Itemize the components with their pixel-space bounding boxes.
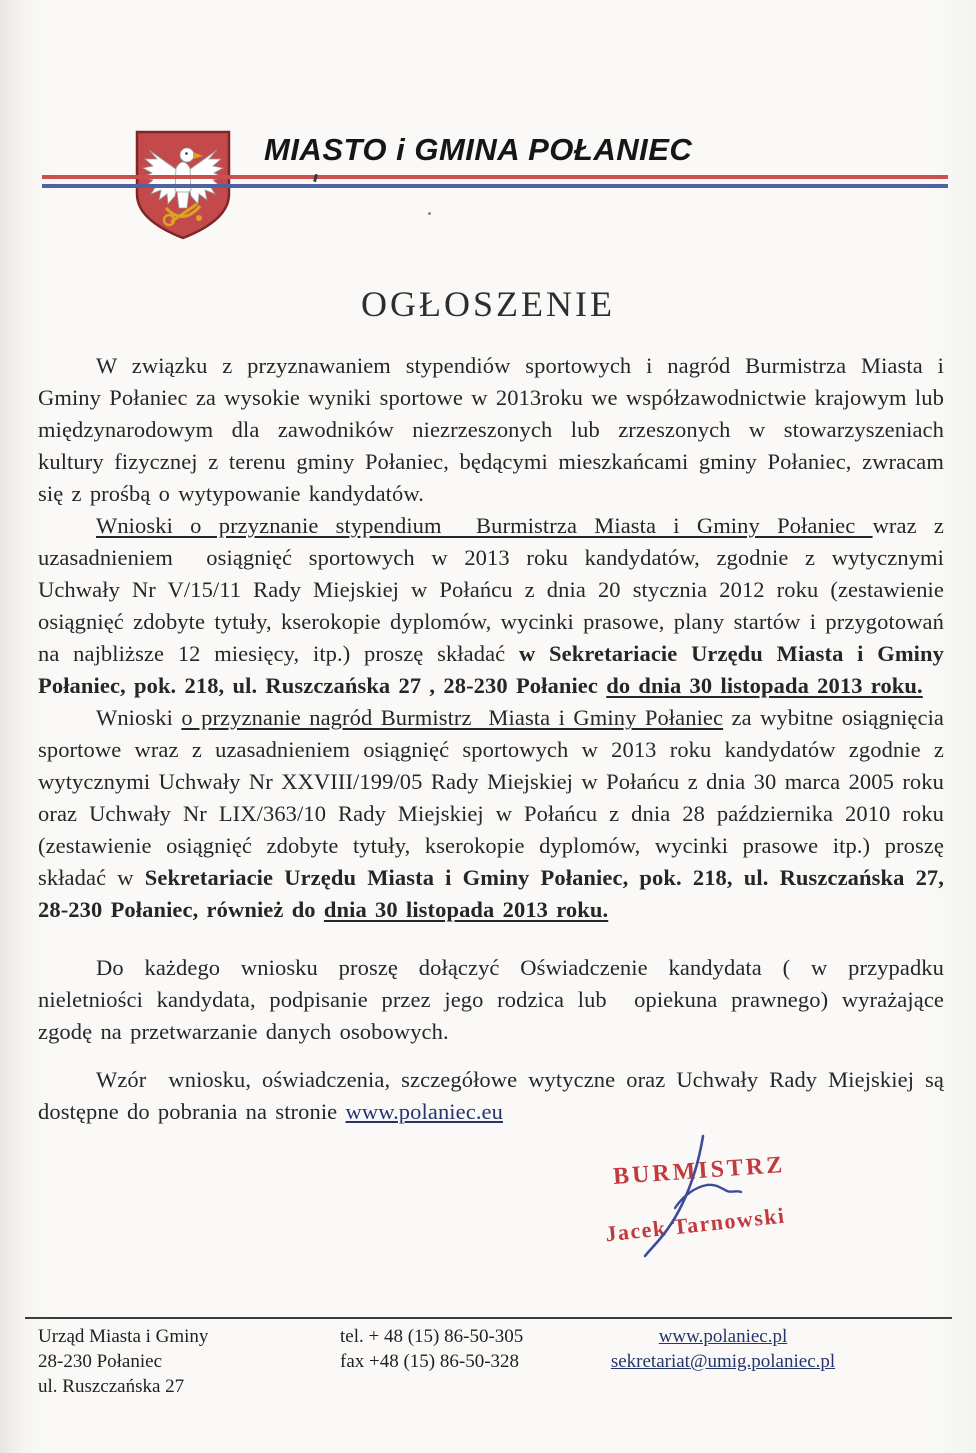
paragraph-5: Wzór wniosku, oświadczenia, szczegółowe wytyczne oraz Uchwały Rady Miejskiej są dostępne do pobrania na stronie www.polaniec.eu xyxy=(38,1067,944,1124)
footer-phone xyxy=(340,1324,523,1374)
signature-role-stamp: BURMISTRZ xyxy=(612,1152,787,1190)
paragraph-2: Wnioski o przyznanie stypendium Burmistrza Miasta i Gminy Połaniec wraz z uzasadnieniem osiągnięć sportowych w 2013 roku kandydatów, zgodnie z wytycznymi Uchwały Nr V/15/11 Rady Miejskiej w Połańcu z dnia 20 stycznia 2012 roku (zestawienie osiągnięć zdobyte tytuły, kserokopie dyplomów, wycinki prasowe, plany startów i przygotowań na najbliższe 12 miesięcy, itp.) proszę składać w Sekretariacie Urzędu Miasta i Gminy Połaniec, pok. 218, ul. Ruszczańska 27 , 28-230 Połaniec do dnia 30 listopada 2013 roku. xyxy=(38,513,944,698)
footer-fax-line: fax +48 (15) 86-50-328 xyxy=(340,1351,520,1372)
footer-address xyxy=(38,1324,208,1399)
footer-links xyxy=(598,1324,848,1374)
link-www-polaniec-pl[interactable]: www.polaniec.pl xyxy=(658,1326,788,1347)
scan-artifact xyxy=(428,212,431,215)
footer-org-line: Urząd Miasta i Gminy xyxy=(38,1326,209,1347)
footer-tel-line: tel. + 48 (15) 86-50-305 xyxy=(340,1326,524,1347)
footer-divider xyxy=(25,1317,952,1319)
footer-street-line: ul. Ruszczańska 27 xyxy=(38,1376,185,1397)
paragraph-3: Wnioski o przyznanie nagród Burmistrz Miasta i Gminy Połaniec za wybitne osiągnięcia sportowe wraz z uzasadnieniem osiągnięć sportowych w 2013 roku kandydatów zgodnie z wytycznymi Uchwały Nr XXVIII/199/05 Rady Miejskiej w Połańcu z dnia 30 marca 2005 roku oraz Uchwały Nr LIX/363/10 Rady Miejskiej w Połańcu z dnia 28 października 2010 roku (zestawienie osiągnięć zdobyte tytuły, kserokopie dyplomów, wycinki prasowe itp.) proszę składać w Sekretariacie Urzędu Miasta i Gminy Połaniec, pok. 218, ul. Ruszczańska 27, 28-230 Połaniec, również do dnia 30 listopada 2013 roku. xyxy=(38,705,945,922)
signature-block xyxy=(585,1128,805,1278)
link-email-sekretariat[interactable]: sekretariat@umig.polaniec.pl xyxy=(610,1351,836,1372)
link-polaniec-eu[interactable]: www.polaniec.eu xyxy=(345,1099,503,1124)
org-name-title: MIASTO i GMINA POŁANIEC xyxy=(264,132,693,167)
footer-postcode-line: 28-230 Połaniec xyxy=(38,1351,163,1372)
signature-name-stamp: Jacek Tarnowski xyxy=(604,1202,787,1247)
paragraph-4: Do każdego wniosku proszę dołączyć Oświadczenie kandydata ( w przypadku nieletniości kandydata, podpisanie przez jego rodzica lub opiekuna prawnego) wyrażające zgodę na przetwarzanie danych osobowych. xyxy=(38,955,944,1044)
paragraph-1: W związku z przyznawaniem stypendiów sportowych i nagród Burmistrza Miasta i Gminy Połaniec za wysokie wyniki sportowe w 2013roku we współzawodnictwie krajowym lub międzynarodowym dla zawodników niezrzeszonych lub zrzeszonych w stowarzyszeniach kultury fizycznej z terenu gminy Połaniec, będącymi mieszkańcami gminy Połaniec, zwracam się z prośbą o wytypowanie kandydatów. xyxy=(38,353,944,506)
handwritten-signature-icon xyxy=(585,1128,805,1278)
document-body xyxy=(38,350,944,1128)
header-rule-red xyxy=(42,175,948,179)
document-title: OGŁOSZENIE xyxy=(361,284,615,324)
header-rule-blue xyxy=(42,184,948,188)
